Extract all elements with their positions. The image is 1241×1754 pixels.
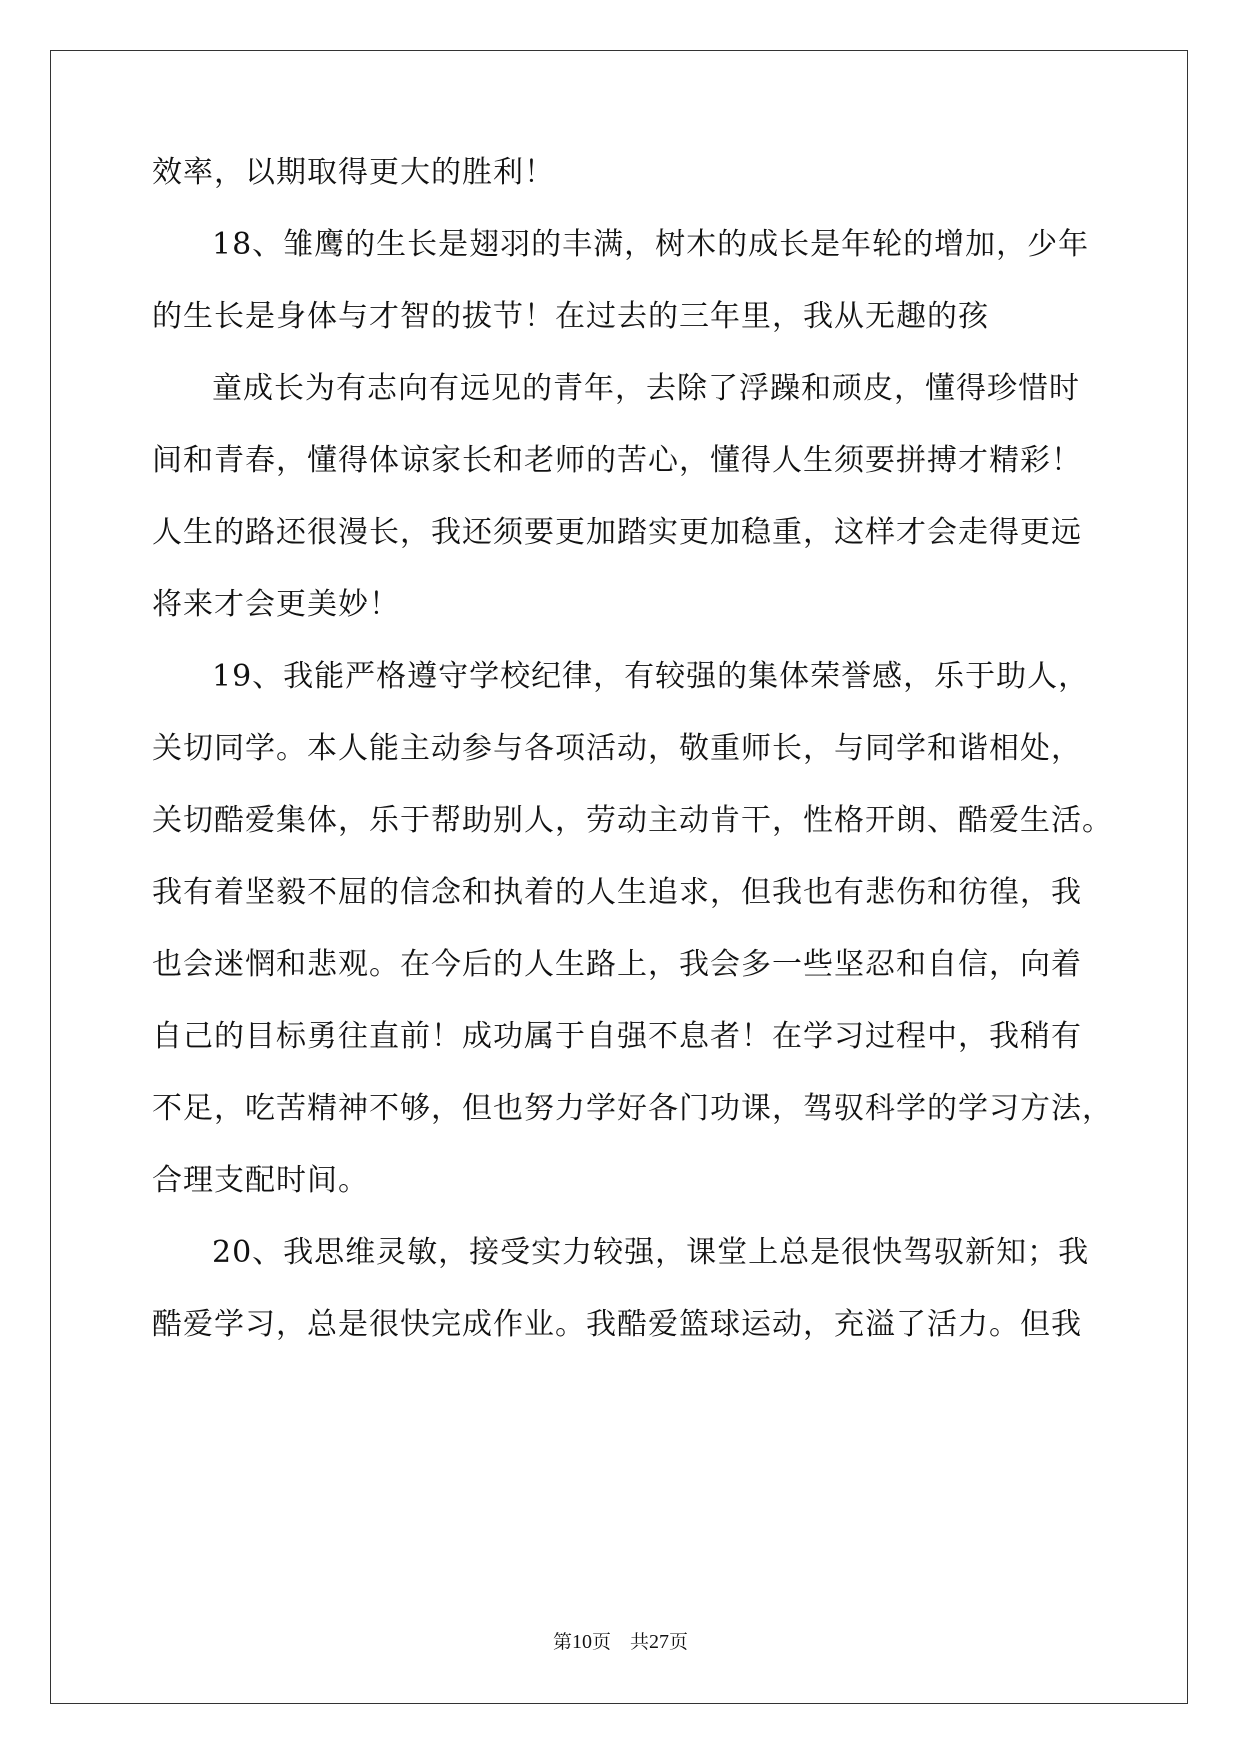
current-page-number: 10 [571, 1631, 592, 1653]
text-line-7: 将来才会更美妙！ [152, 587, 400, 622]
text-line-3: 的生长是身体与才智的拔节！在过去的三年里，我从无趣的孩 [152, 299, 989, 334]
page-separator: 页 共 [591, 1631, 649, 1653]
text-line-13: 自己的目标勇往直前！成功属于自强不息者！在学习过程中，我稍有 [152, 1019, 1082, 1054]
text-line-8: 19、我能严格遵守学校纪律，有较强的集体荣誉感，乐于助人， [212, 659, 1090, 694]
text-line-15: 合理支配时间。 [152, 1163, 369, 1198]
text-line-9: 关切同学。本人能主动参与各项活动，敬重师长，与同学和谐相处， [152, 731, 1082, 766]
text-line-12: 也会迷惘和悲观。在今后的人生路上，我会多一些坚忍和自信，向着 [152, 947, 1082, 982]
text-line-11: 我有着坚毅不屈的信念和执着的人生追求，但我也有悲伤和彷徨，我 [152, 875, 1082, 910]
text-line-6: 人生的路还很漫长，我还须要更加踏实更加稳重，这样才会走得更远 [152, 515, 1082, 550]
page-footer [0, 1630, 1241, 1654]
text-line-1: 效率，以期取得更大的胜利！ [152, 155, 555, 190]
text-line-5: 间和青春，懂得体谅家长和老师的苦心，懂得人生须要拼搏才精彩！ [152, 443, 1082, 478]
text-line-14: 不足，吃苦精神不够，但也努力学好各门功课，驾驭科学的学习方法， [152, 1091, 1113, 1126]
text-line-10: 关切酷爱集体，乐于帮助别人，劳动主动肯干，性格开朗、酷爱生活。 [152, 803, 1113, 838]
page-prefix: 第 [552, 1631, 572, 1653]
text-line-2: 18、雏鹰的生长是翅羽的丰满，树木的成长是年轮的增加，少年 [212, 227, 1090, 262]
text-line-4: 童成长为有志向有远见的青年，去除了浮躁和顽皮，懂得珍惜时 [212, 371, 1080, 406]
text-line-17: 酷爱学习，总是很快完成作业。我酷爱篮球运动，充溢了活力。但我 [152, 1307, 1082, 1342]
text-line-16: 20、我思维灵敏，接受实力较强，课堂上总是很快驾驭新知；我 [212, 1235, 1090, 1270]
total-pages-number: 27 [649, 1631, 669, 1653]
page-suffix: 页 [669, 1631, 689, 1653]
